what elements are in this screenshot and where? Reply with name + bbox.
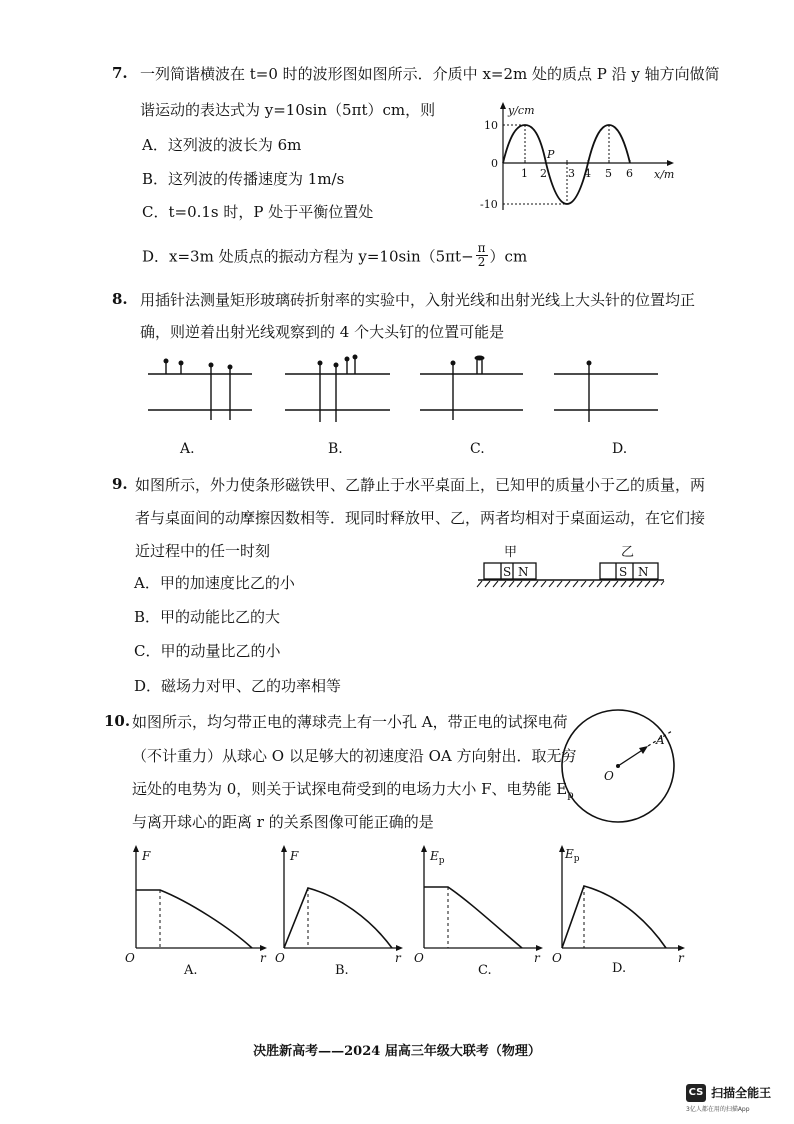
q10-graph-d-origin: O (552, 951, 562, 965)
q8-figures (140, 350, 670, 460)
q8-stem-line2: 确，则逆着出射光线观察到的 4 个大头钉的位置可能是 (140, 323, 505, 341)
q10-graph-d (548, 840, 698, 980)
q7-x-axis-label: x/m (654, 168, 675, 181)
q7-number: 7. (112, 64, 128, 82)
q10-graph-a-xlabel: r (260, 951, 266, 965)
q10-sphere-center-label: O (604, 769, 614, 783)
q10-graph-b (270, 840, 410, 980)
q9-stem-line2: 者与桌面间的动摩擦因数相等．现同时释放甲、乙，两者均相对于桌面运动，在它们接 (135, 509, 706, 527)
scanner-name: 扫描全能王 (711, 1086, 772, 1100)
q10-graph-c-xlabel: r (534, 951, 540, 965)
q10-graph-c-option: C. (478, 963, 492, 978)
q9-yi-pole-n: N (638, 565, 649, 579)
q7-option-d-post: ）cm (489, 247, 528, 266)
page-footer: 决胜新高考——2024 届高三年级大联考（物理） (253, 1044, 541, 1059)
q7-y-tick-neg10: -10 (480, 198, 498, 211)
q7-y-tick-0: 0 (491, 157, 498, 170)
scanner-tagline: 3亿人都在用的扫描App (686, 1105, 750, 1113)
q7-option-a: A．这列波的波长为 6m (142, 136, 302, 154)
q7-frac-num: π (477, 241, 486, 255)
q8-label-c: C. (470, 441, 485, 457)
q8-figure-d (554, 361, 658, 423)
q10-graph-a-option: A. (184, 963, 198, 978)
q10-graph-d-xlabel: r (678, 951, 684, 965)
q10-graph-c (410, 840, 550, 980)
q10-graph-c-ylabel-main: E (430, 849, 439, 863)
q8-stem-line1: 用插针法测量矩形玻璃砖折射率的实验中，入射光线和出射光线上大头针的位置均正 (140, 291, 696, 309)
q10-graph-a (122, 840, 277, 980)
q9-option-d: D．磁场力对甲、乙的功率相等 (134, 677, 342, 695)
q10-stem-line3-text: 远处的电势为 0，则关于试探电荷受到的电场力大小 F、电势能 E (132, 780, 568, 798)
q10-graph-c-ylabel-sub: p (438, 856, 445, 866)
q10-graph-b-option: B. (335, 963, 349, 978)
q7-stem-line2: 谐运动的表达式为 y=10sin（5πt）cm，则 (140, 101, 436, 119)
q9-stem-line3: 近过程中的任一时刻 (135, 542, 271, 560)
q8-number: 8. (112, 290, 128, 308)
q7-option-d-pre: D．x=3m 处质点的振动方程为 y=10sin（5πt− (142, 247, 474, 266)
q10-graph-d-ylabel (564, 847, 580, 864)
q7-stem-line1: 一列简谐横波在 t=0 时的波形图如图所示．介质中 x=2m 处的质点 P 沿 y 轴方向做简 (140, 65, 720, 83)
q10-stem-line3 (132, 779, 574, 806)
q8-figure-b (285, 355, 390, 423)
q7-option-b: B．这列波的传播速度为 1m/s (142, 170, 345, 188)
q7-x-tick-2: 2 (540, 167, 547, 180)
q7-x-tick-4: 4 (584, 167, 591, 180)
q9-option-c: C．甲的动量比乙的小 (134, 642, 281, 660)
q7-y-tick-10: 10 (484, 119, 498, 132)
q9-number: 9. (112, 475, 128, 493)
q10-stem-line2: （不计重力）从球心 O 以足够大的初速度沿 OA 方向射出．取无穷 (132, 747, 577, 765)
q8-label-a: A. (180, 441, 195, 457)
q10-graph-b-origin: O (275, 951, 285, 965)
q10-graph-b-xlabel: r (395, 951, 401, 965)
q7-frac-den: 2 (477, 255, 486, 269)
q8-figure-c (420, 356, 523, 421)
q9-label-yi: 乙 (621, 545, 635, 560)
q7-option-d-fraction (476, 242, 488, 269)
q9-label-jia: 甲 (504, 545, 518, 560)
scanner-watermark (686, 1082, 771, 1113)
q9-jia-pole-n: N (518, 565, 529, 579)
q9-stem-line1: 如图所示，外力使条形磁铁甲、乙静止于水平桌面上，已知甲的质量小于乙的质量，两 (135, 476, 706, 494)
q10-graph-c-origin: O (414, 951, 424, 965)
q10-graph-d-option: D. (612, 961, 627, 976)
q7-option-d (142, 241, 528, 271)
q9-option-a: A．甲的加速度比乙的小 (134, 574, 295, 592)
q8-label-d: D. (612, 441, 628, 457)
q7-wave-graph (470, 100, 680, 220)
q10-graph-c-ylabel (429, 849, 445, 866)
scanner-logo: CS (686, 1084, 706, 1102)
q10-graph-a-ylabel: F (142, 849, 151, 863)
q9-option-b: B．甲的动能比乙的大 (134, 608, 281, 626)
q10-stem-line4: 与离开球心的距离 r 的关系图像可能正确的是 (132, 813, 434, 831)
q10-stem-line3-sub: p (567, 790, 574, 801)
q9-jia-pole-s: S (503, 565, 512, 579)
q9-yi-pole-s: S (619, 565, 628, 579)
q7-x-tick-6: 6 (626, 167, 633, 180)
q7-point-p-label: P (547, 148, 555, 161)
q8-figure-a (148, 359, 252, 421)
q10-stem-line1: 如图所示，均匀带正电的薄球壳上有一小孔 A，带正电的试探电荷 (132, 713, 568, 731)
q7-y-axis-label: y/cm (508, 104, 535, 117)
q10-graph-d-ylabel-sub: p (573, 854, 580, 864)
q7-x-tick-3: 3 (568, 167, 575, 180)
q10-sphere-figure (556, 706, 686, 826)
q10-sphere-hole-label: A (656, 733, 665, 747)
q10-graph-d-ylabel-main: E (565, 847, 574, 861)
q7-x-tick-1: 1 (521, 167, 528, 180)
q8-label-b: B. (328, 441, 343, 457)
q9-magnets-figure (476, 540, 666, 592)
q10-number: 10. (104, 712, 131, 730)
q7-option-c: C．t=0.1s 时，P 处于平衡位置处 (142, 203, 374, 221)
q10-graph-a-origin: O (125, 951, 135, 965)
q7-x-tick-5: 5 (605, 167, 612, 180)
q10-graph-b-ylabel: F (290, 849, 299, 863)
